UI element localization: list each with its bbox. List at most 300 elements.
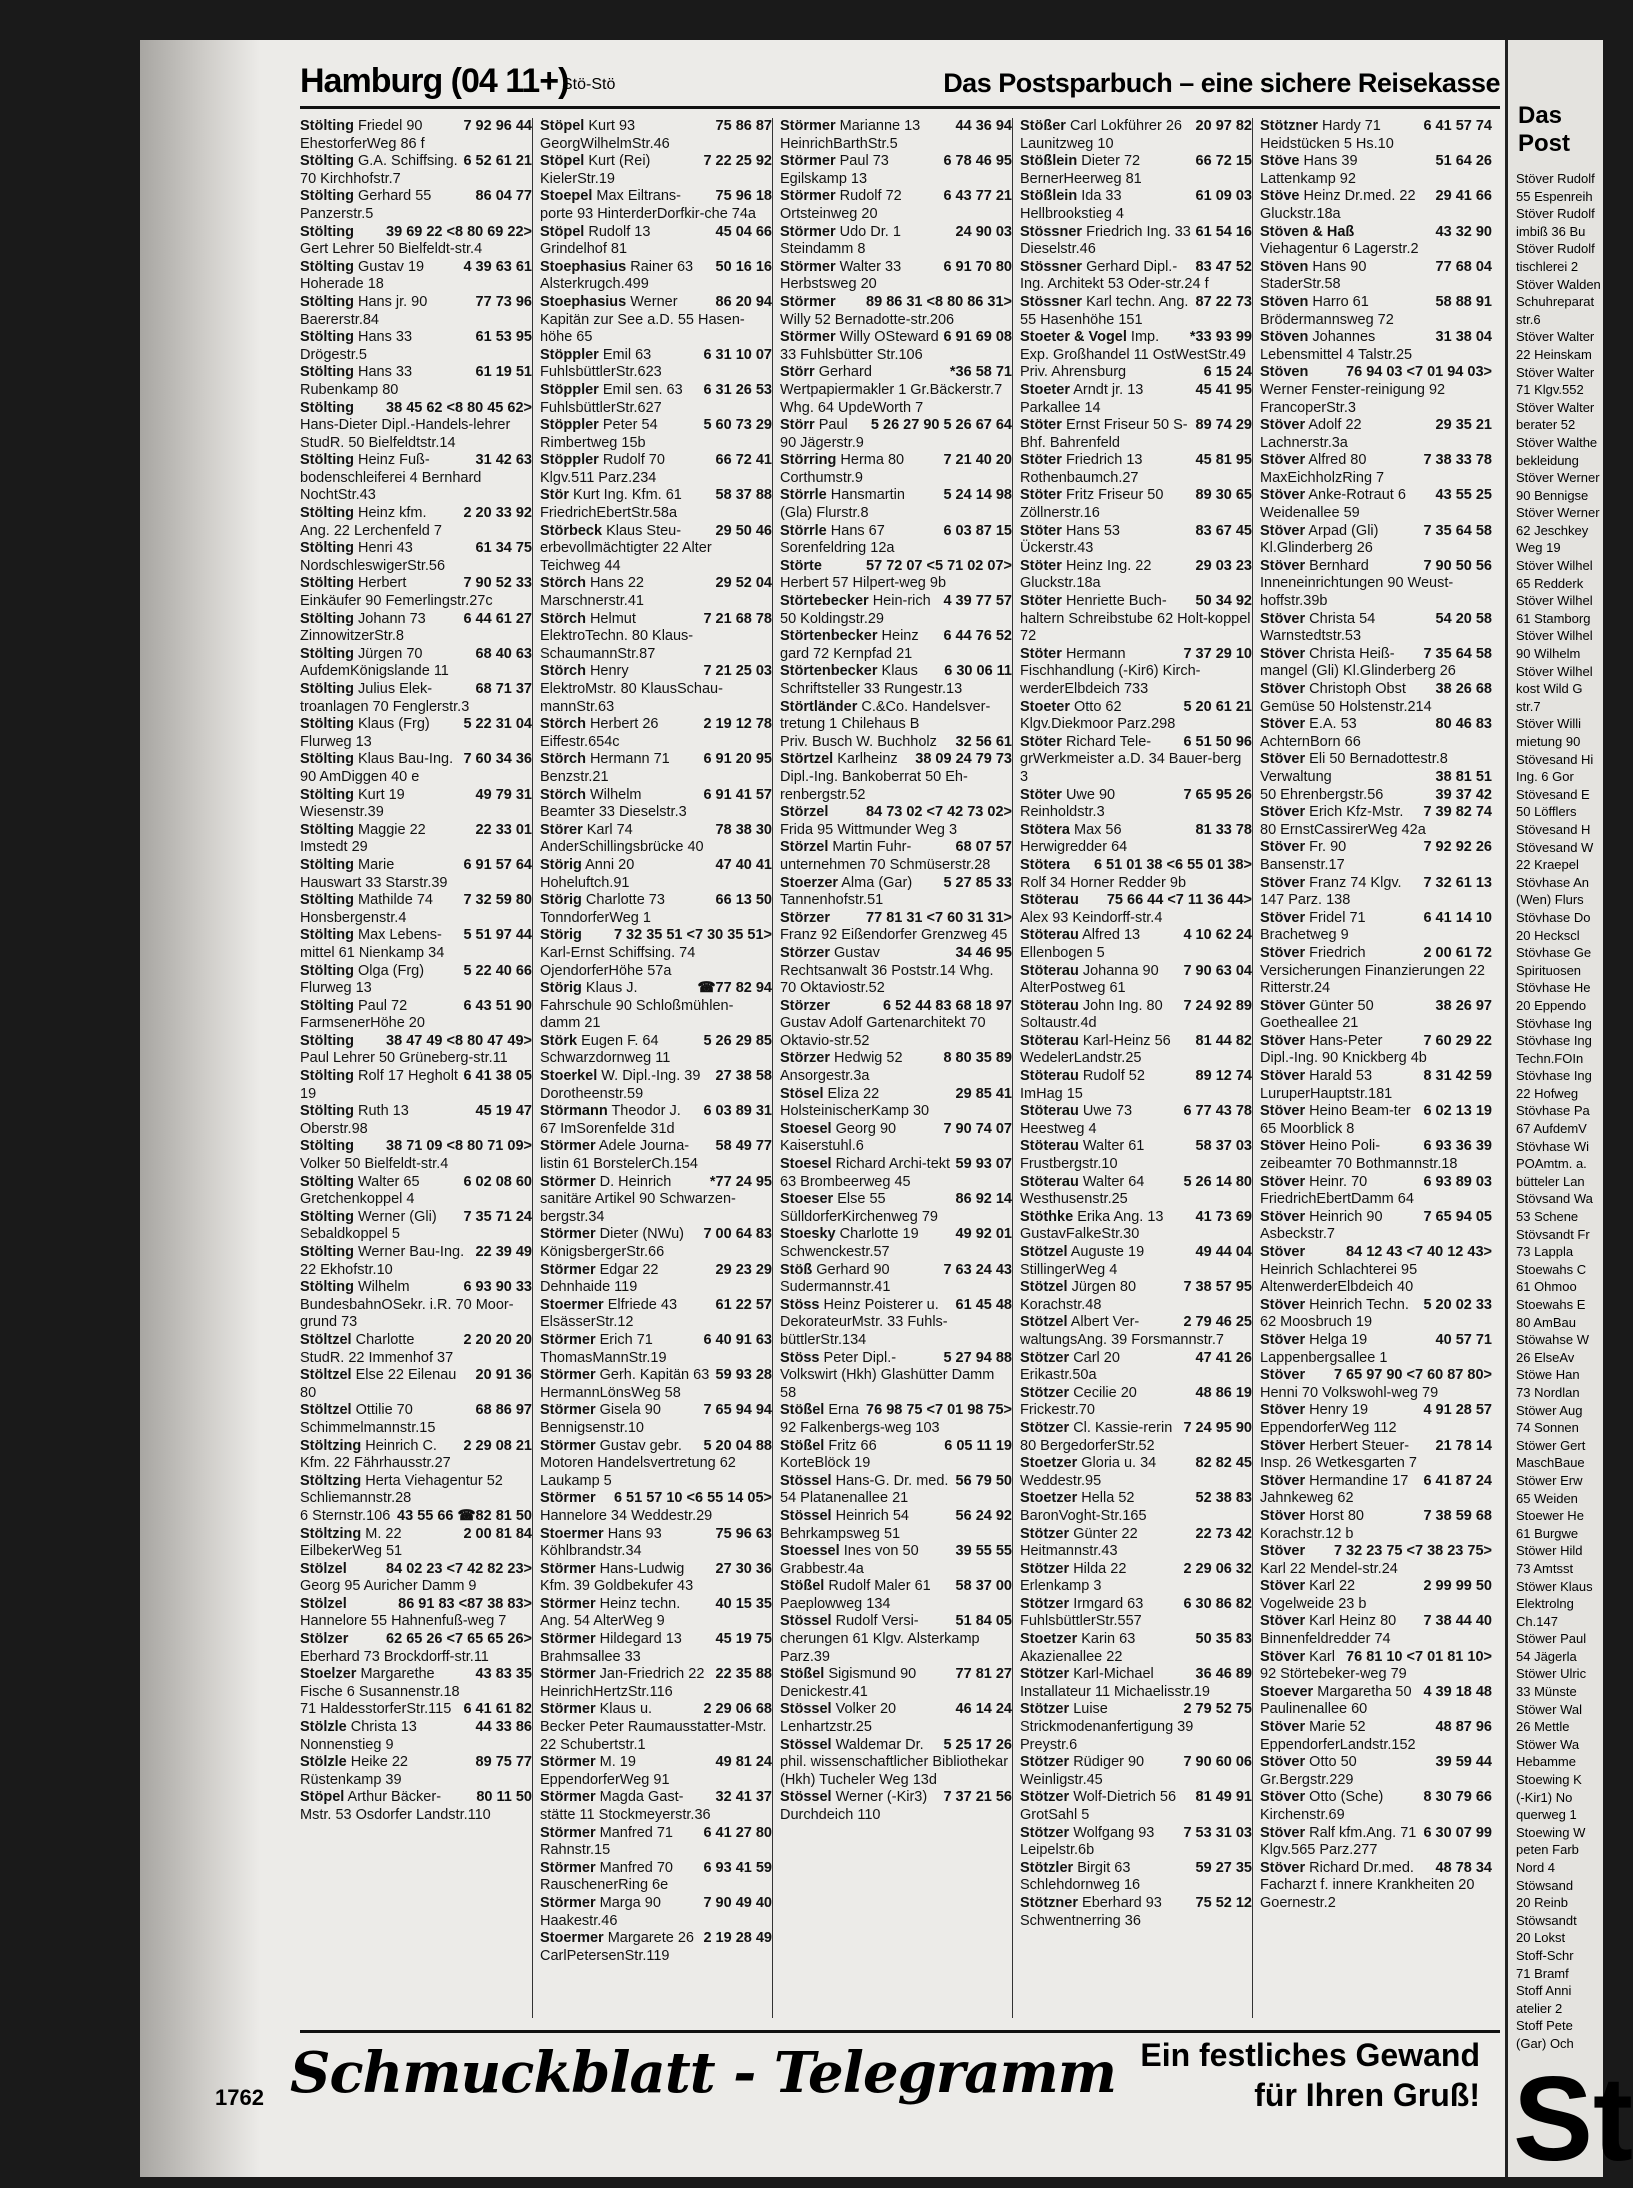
entry-phone: 83 67 45 (1195, 522, 1252, 539)
entry-name: Stötzer (1020, 1525, 1070, 1542)
entry-details: Werner Bau-Ing. 22 Ekhofstr.10 (300, 1244, 465, 1278)
entry-phone: ☎82 81 50 (457, 1507, 532, 1524)
entry-phone: 43 32 90 (1435, 223, 1492, 240)
entry-phone: 21 78 14 (1435, 1437, 1492, 1454)
entry-details: Arndt jr. 13 Parkallee 14 (1020, 381, 1144, 416)
entry-phone: 2 29 06 68 (703, 1701, 772, 1718)
facing-page-entry: Stövesand W (1516, 839, 1594, 855)
entry-name: Stöver (1260, 1824, 1306, 1841)
directory-entry (1020, 1526, 1252, 1561)
directory-entry (780, 1086, 1012, 1121)
entry-name: Stoermer (540, 1296, 604, 1313)
directory-entry (1260, 558, 1492, 611)
entry-details: Christa 54 Warnstedtstr.53 (1260, 610, 1376, 645)
entry-phone: 7 32 59 80 (463, 892, 532, 909)
entry-details: Hans 90 StaderStr.58 (1260, 258, 1367, 293)
entry-name: Stölting (300, 821, 354, 838)
entry-details: Walter 64 Westhusenstr.25 (1020, 1173, 1145, 1208)
directory-entry (540, 857, 772, 892)
directory-entry (1020, 558, 1252, 593)
facing-page-entry: 90 Bennigse (1516, 487, 1589, 503)
entry-phone: 29 50 46 (715, 522, 772, 539)
directory-entry (1020, 1490, 1252, 1525)
entry-name: Stölting (300, 1208, 354, 1225)
facing-page-entry: Stoewing K (1516, 1772, 1582, 1788)
directory-entry (1020, 417, 1252, 452)
entry-details: Emil 63 FuhlsbüttlerStr.623 (540, 346, 662, 381)
entry-name: Störmann (540, 1103, 608, 1120)
entry-details: Fritz Friseur 50 Zöllnerstr.16 (1020, 487, 1164, 522)
directory-entry (300, 153, 532, 188)
facing-page-entry: (Wen) Flurs (1516, 892, 1584, 908)
entry-details: Alfred 80 MaxEichholzRing 7 (1260, 452, 1385, 486)
facing-page-entry: Stöwer Erw (1516, 1472, 1583, 1488)
entry-details: Heinrich C. Kfm. 22 Fährhausstr.27 (300, 1437, 451, 1472)
facing-page-entry: Stövhase He (1516, 980, 1591, 996)
entry-details: Heino Poli-zeibeamter 70 Bothmannstr.18 (1260, 1138, 1458, 1173)
entry-details: Karl 74 AnderSchillingsbrücke 40 (540, 821, 704, 856)
entry-details: Alex 93 Keindorff-str.4 (1020, 909, 1163, 926)
directory-entry (1260, 1578, 1492, 1613)
directory-entry (780, 839, 1012, 874)
directory-entry (300, 1402, 532, 1437)
entry-name: Stöterau (1020, 1138, 1079, 1155)
entry-name: Stölting (300, 610, 354, 627)
entry-phone: 86 91 83 <87 38 83> (398, 1595, 532, 1612)
entry-phone: 76 98 75 <7 01 98 75> (866, 1402, 1012, 1419)
directory-entry (780, 1262, 1012, 1297)
directory-entry (300, 1209, 532, 1244)
entry-details: Paul 72 FarmsenerHöhe 20 (300, 997, 425, 1032)
entry-details: 50 Ehrenbergstr.56 (1260, 786, 1384, 803)
entry-details: Theodor J. 67 ImSorenfelde 31d (540, 1103, 681, 1137)
entry-name: Stöver (1260, 1859, 1306, 1876)
directory-entry (780, 188, 1012, 223)
entry-details: Alfred 13 Ellenbogen 5 (1020, 927, 1141, 961)
entry-name: Störig (540, 856, 582, 873)
entry-name: Stoetzer (1020, 1455, 1078, 1472)
directory-entry (300, 1596, 532, 1631)
entry-phone: 20 91 36 (475, 1367, 532, 1384)
directory-entry (1260, 1860, 1492, 1913)
entry-name: Stöppler (540, 381, 599, 398)
facing-page-entry: Stövhase Ing (1516, 1068, 1592, 1084)
entry-details: Karl-Ernst Schiffsing. 74 OjendorferHöhe 57a (540, 944, 696, 979)
facing-page-list (1516, 170, 1601, 2053)
entry-name: Stöver (1260, 1437, 1306, 1454)
entry-name: Stöver (1260, 1754, 1306, 1771)
directory-entry (1020, 1244, 1252, 1279)
entry-details: Marie Hauswart 33 Starstr.39 (300, 856, 448, 891)
entry-details: Eugen F. 64 Schwarzdornweg 11 (540, 1032, 671, 1067)
entry-details: Ernst Friseur 50 S-Bhf. Bahrenfeld (1020, 417, 1188, 451)
entry-name: Stöver (1260, 1789, 1306, 1806)
entry-details: Wilhelm BundesbahnOSekr. i.R. 70 Moor-grund 73 (300, 1279, 514, 1331)
entry-name: Störbeck (540, 522, 603, 539)
entry-details: Herbert 26 Eiffestr.654c (540, 716, 659, 750)
entry-phone: 2 19 28 49 (703, 1930, 772, 1947)
directory-column-4 (1020, 118, 1253, 2018)
entry-details: Erika Ang. 13 GustavFalkeStr.30 (1020, 1208, 1164, 1243)
entry-name: Stöss (780, 1349, 820, 1366)
book-spine (140, 40, 260, 2177)
entry-details: Erich Kfz-Mstr. 80 ErnstCassirerWeg 42a (1260, 804, 1426, 838)
entry-details: Auguste 19 StillingerWeg 4 (1020, 1244, 1145, 1278)
entry-phone: 7 39 82 74 (1423, 804, 1492, 821)
entry-phone: 57 72 07 <5 71 02 07> (866, 557, 1012, 574)
facing-page-entry: berater 52 (1516, 417, 1576, 433)
entry-details: M. 19 EppendorferWeg 91 (540, 1754, 670, 1788)
entry-details: Bernhard Inneneinrichtungen 90 Weust-hoffstr.39b (1260, 557, 1454, 610)
entry-details: Jürgen 70 AufdemKönigslande 11 (300, 645, 449, 680)
facing-page-entry: Stöver Werner (1516, 470, 1600, 486)
entry-name: Stößlein (1020, 153, 1078, 170)
entry-phone: 2 29 06 32 (1183, 1560, 1252, 1577)
entry-name: Stoever (1260, 1683, 1314, 1700)
entry-phone: 6 93 90 33 (463, 1279, 532, 1296)
directory-entry (540, 1701, 772, 1754)
entry-phone: 7 24 92 89 (1183, 997, 1252, 1014)
entry-phone: 7 90 50 56 (1423, 557, 1492, 574)
entry-details: Otto 50 Gr.Bergstr.229 (1260, 1754, 1357, 1788)
entry-phone: 82 82 45 (1195, 1455, 1252, 1472)
entry-name: Stössel (780, 1701, 832, 1718)
entry-phone: 61 34 75 (475, 540, 532, 557)
entry-details: Sigismund 90 Denickestr.41 (780, 1666, 917, 1700)
entry-details: Hans-G. Dr. med. 54 Platanenallee 21 (780, 1472, 949, 1507)
page-number: 1762 (215, 2085, 264, 2110)
entry-details: Heinrich Techn. 62 Moosbruch 19 (1260, 1296, 1409, 1331)
entry-name: Stöver (1260, 610, 1306, 627)
facing-page-entry: Ing. 6 Gor (1516, 769, 1574, 785)
facing-page-entry: 67 AufdemV (1516, 1121, 1587, 1137)
entry-details: Volker 20 Lenhartzstr.25 (780, 1701, 897, 1736)
directory-entry (300, 1666, 532, 1701)
entry-name: Stöver (1260, 1613, 1306, 1630)
entry-phone: 38 26 97 (1435, 997, 1492, 1014)
entry-details: Heike 22 Rüstenkamp 39 (300, 1754, 408, 1788)
entry-details: Otto 62 Klgv.Diekmoor Parz.298 (1020, 698, 1176, 733)
directory-entry (780, 804, 1012, 839)
entry-phone: 41 73 69 (1195, 1208, 1252, 1225)
directory-entry (540, 153, 772, 188)
entry-phone: *33 93 99 (1189, 329, 1252, 346)
directory-entry (540, 1033, 772, 1068)
entry-phone: 49 44 04 (1195, 1244, 1252, 1260)
facing-page-entry: Stöver Werner (1516, 505, 1600, 521)
entry-phone: 6 41 57 74 (1423, 118, 1492, 134)
directory-entry (1260, 1402, 1492, 1437)
entry-phone: 7 32 23 75 <7 38 23 75> (1333, 1543, 1492, 1560)
directory-entry (1020, 1596, 1252, 1631)
entry-details: Waldemar Dr. phil. wissenschaftlicher Bibliothekar (Hkh) Tucheler Weg 13d (780, 1736, 1009, 1788)
directory-entry (1020, 1103, 1252, 1138)
entry-phone: 5 27 85 33 (943, 874, 1012, 891)
facing-page-entry: Stöwahse W (1516, 1332, 1589, 1348)
directory-entry (300, 716, 532, 751)
directory-entry (1260, 1754, 1492, 1789)
entry-details: Erich 71 ThomasMannStr.19 (540, 1331, 667, 1366)
entry-details: Charlotte 73 TonndorferWeg 1 (540, 892, 665, 926)
directory-entry (780, 1050, 1012, 1085)
entry-name: Stölting (300, 153, 354, 170)
entry-name: Stöve (1260, 188, 1300, 205)
entry-phone: 49 79 31 (475, 786, 532, 803)
directory-entry (1260, 1244, 1492, 1297)
entry-details: Rudolf 72 Ortsteinweg 20 (780, 188, 902, 222)
entry-name: Stöven & Haß (1260, 223, 1355, 240)
entry-phone: 5 20 04 88 (703, 1437, 772, 1454)
entry-phone: 22 35 88 (715, 1666, 772, 1683)
directory-entry (1020, 188, 1252, 223)
directory-entry (780, 699, 1012, 734)
entry-details: Herma 80 Corthumstr.9 (780, 452, 905, 486)
entry-name: Stöver (1260, 1648, 1306, 1665)
entry-phone: 39 37 42 (1435, 786, 1492, 803)
entry-details: Hansmartin (Gla) Flurstr.8 (780, 487, 905, 522)
directory-entry (1020, 1701, 1252, 1754)
entry-phone: 6 51 50 96 (1183, 733, 1252, 750)
entry-details: Johann 73 ZinnowitzerStr.8 (300, 610, 426, 645)
directory-entry (780, 224, 1012, 259)
entry-name: Stöven (1260, 364, 1309, 381)
directory-entry (1260, 329, 1492, 364)
directory-entry (540, 611, 772, 664)
directory-entry (1260, 417, 1492, 452)
directory-entry (300, 787, 532, 822)
directory-entry (780, 1666, 1012, 1701)
entry-name: Störtzel (780, 751, 834, 768)
entry-name: Stöver (1260, 1208, 1306, 1225)
entry-details: Karl 92 Störtebeker-weg 79 (1260, 1648, 1407, 1683)
entry-name: Stoermer (540, 1930, 604, 1947)
entry-name: Stöterau (1020, 1103, 1079, 1120)
facing-page-entry: querweg 1 (1516, 1807, 1577, 1823)
entry-details: Klaus (Frg) Flurweg 13 (300, 716, 430, 750)
directory-entry (540, 1262, 772, 1297)
directory-entry (300, 540, 532, 575)
entry-details: Arpad (Gli) Kl.Glinderberg 26 (1260, 522, 1379, 557)
entry-details: Hans-Peter Dipl.-Ing. 90 Knickberg 4b (1260, 1032, 1427, 1067)
entry-phone: 6 91 70 80 (943, 258, 1012, 275)
entry-details: Hans 93 Köhlbrandstr.34 (540, 1525, 662, 1560)
entry-details: Horst 80 Korachstr.12 b (1260, 1507, 1364, 1542)
entry-phone: 56 79 50 (955, 1472, 1012, 1489)
directory-entry (540, 1174, 772, 1227)
directory-entry (1020, 118, 1252, 153)
entry-name: Stöver (1260, 487, 1306, 504)
entry-name: Störmer (780, 329, 836, 346)
directory-entry (780, 1737, 1012, 1790)
entry-name: Stössel (780, 1736, 832, 1753)
entry-name: Störte (780, 557, 822, 574)
entry-phone: 61 53 95 (475, 329, 532, 346)
directory-entry (780, 1508, 1012, 1543)
directory-entry (1260, 1068, 1492, 1103)
directory-entry (540, 294, 772, 347)
entry-details: Herbert 57 Hilpert-weg 9b (780, 575, 947, 592)
directory-entry (780, 1191, 1012, 1226)
entry-phone: 45 81 95 (1195, 452, 1252, 469)
directory-entry (780, 487, 1012, 522)
entry-phone: 8 80 35 89 (943, 1050, 1012, 1067)
directory-entry (1020, 364, 1252, 382)
directory-entry (300, 1138, 532, 1173)
directory-entry (1020, 646, 1252, 699)
entry-name: Störmer (540, 1226, 596, 1243)
entry-name: Stöterau (1020, 892, 1079, 909)
entry-name: Stötzer (1020, 1701, 1070, 1718)
entry-details: Emil sen. 63 FuhlsbüttlerStr.627 (540, 381, 683, 416)
entry-phone: 7 24 95 90 (1183, 1419, 1252, 1436)
directory-entry (540, 1226, 772, 1261)
entry-phone: 6 43 77 21 (943, 188, 1012, 205)
entry-details: Eberhard 73 Brockdorff-str.11 (300, 1648, 489, 1665)
directory-entry (540, 892, 772, 927)
entry-phone: 6 02 08 60 (463, 1173, 532, 1190)
entry-phone: 31 38 04 (1435, 329, 1492, 346)
entry-phone: 36 46 89 (1195, 1666, 1252, 1683)
entry-details: Heino Beam-ter 65 Moorblick 8 (1260, 1103, 1411, 1137)
facing-page-entry: mietung 90 (1516, 734, 1581, 749)
entry-details: Mathilde 74 Honsbergenstr.4 (300, 892, 433, 926)
entry-phone: 39 59 44 (1435, 1754, 1492, 1771)
directory-entry (300, 611, 532, 646)
directory-entry (300, 259, 532, 294)
entry-details: Heinz kfm. Ang. 22 Lerchenfeld 7 (300, 505, 442, 539)
directory-entry (300, 1068, 532, 1103)
directory-entry (1260, 716, 1492, 751)
facing-page-entry: atelier 2 (1516, 2000, 1563, 2016)
entry-phone: 5 27 94 88 (943, 1349, 1012, 1366)
entry-details: Rudolf 13 Grindelhof 81 (540, 223, 651, 258)
facing-page-entry: 54 Jägerla (1516, 1648, 1577, 1664)
entry-details: Klaus J. Fahrschule 90 Schloßmühlen-damm 21 (540, 980, 734, 1032)
facing-page-entry: Stoewer He (1516, 1508, 1584, 1524)
entry-name: Stölting (300, 786, 354, 803)
entry-name: Störtenbecker (780, 663, 878, 680)
ad-festive-line-1: Ein festliches Gewand (1140, 2037, 1480, 2073)
directory-entry (540, 188, 772, 223)
entry-details: Cl. Kassie-rerin 80 BergedorferStr.52 (1020, 1419, 1173, 1454)
entry-details: Adolf 22 Lachnerstr.3a (1260, 417, 1362, 451)
entry-details: Uwe 90 Reinholdstr.3 (1020, 786, 1116, 821)
entry-phone: 75 52 12 (1195, 1894, 1252, 1911)
entry-details: Hella 52 BaronVoght-Str.165 (1020, 1490, 1147, 1524)
facing-page-entry: Stövhase Ing (1516, 1015, 1592, 1031)
entry-details: Willy 52 Bernadotte-str.206 (780, 311, 955, 328)
entry-name: Stoeser (780, 1191, 834, 1208)
facing-page-entry: (Gar) Och (1516, 2035, 1574, 2051)
facing-page-entry: Stövesand Hi (1516, 751, 1594, 767)
entry-phone: 29 52 04 (715, 575, 772, 592)
entry-phone: 6 51 01 38 <6 55 01 38> (1093, 856, 1252, 873)
entry-phone: 6 91 20 95 (703, 751, 772, 768)
facing-page-ad-letters: St (1513, 2052, 1633, 2186)
entry-phone: 5 20 61 21 (1183, 698, 1252, 715)
entry-details: Maggie 22 Imstedt 29 (300, 821, 426, 856)
entry-details: Olga (Frg) Flurweg 13 (300, 962, 425, 997)
entry-phone: 39 69 22 <8 80 69 22> (386, 223, 532, 240)
directory-entry (540, 1438, 772, 1491)
entry-details: Rolf 17 Hegholt 19 (300, 1068, 458, 1102)
entry-details: Kurt (Rei) KielerStr.19 (540, 153, 651, 187)
entry-name: Stöver (1260, 1296, 1306, 1313)
entry-name: Störring (780, 452, 837, 469)
entry-name: Stölting (300, 258, 354, 275)
facing-page-entry: Stövhase Ge (1516, 945, 1592, 961)
entry-details: Friedrich Ing. 33 Dieselstr.46 (1020, 223, 1191, 258)
directory-entry (1260, 1719, 1492, 1754)
facing-page-entry: Stöver Rudolf (1516, 171, 1595, 186)
facing-page-entry: Stoewahs E (1516, 1297, 1586, 1312)
entry-details: Rolf 34 Horner Redder 9b (1020, 874, 1187, 891)
entry-name: Stöpel (540, 223, 585, 240)
facing-page-entry: 65 Redderk (1516, 575, 1584, 591)
entry-name: Stölting (300, 1068, 354, 1085)
entry-details: Paul Lehrer 50 Grüneberg-str.11 (300, 1050, 508, 1067)
directory-entry (780, 294, 1012, 329)
entry-name: Störch (540, 751, 586, 768)
facing-page-entry: tischlerei 2 (1516, 258, 1579, 274)
directory-entry (1260, 1473, 1492, 1508)
facing-page-entry: kost Wild G (1516, 681, 1583, 697)
entry-name: Stölting (300, 540, 354, 557)
facing-page-entry: Stöver Willi (1516, 716, 1582, 732)
directory-entry (780, 1701, 1012, 1736)
facing-page-entry: bütteler Lan (1516, 1173, 1585, 1189)
entry-name: Stölting (300, 856, 354, 873)
entry-name: Stölting (300, 1138, 354, 1155)
entry-phone: 75 96 18 (715, 188, 772, 205)
entry-details: Birgit 63 Schlehdornweg 16 (1020, 1859, 1141, 1894)
directory-entry (1260, 945, 1492, 998)
entry-details: Hannelore 34 Weddestr.29 (540, 1507, 713, 1524)
entry-name: Störmer (540, 1437, 596, 1454)
entry-name: Stötzer (1020, 1349, 1070, 1366)
entry-phone: 44 36 94 (955, 118, 1012, 134)
entry-details: Herbert Steuer-Insp. 26 Wetkesgarten 7 (1260, 1437, 1417, 1472)
entry-name: Stölting (300, 293, 354, 310)
directory-entry (780, 1578, 1012, 1613)
facing-page-entry: 71 Bramf (1516, 1965, 1569, 1981)
directory-entry (300, 1631, 532, 1666)
entry-details: Heinz gard 72 Kernpfad 21 (780, 628, 919, 662)
entry-phone: 66 13 50 (715, 892, 772, 909)
entry-name: Stölzel (300, 1560, 347, 1577)
entry-details: Irmgard 63 FuhlsbüttlerStr.557 (1020, 1595, 1144, 1630)
entry-name: Stölting (300, 1279, 354, 1296)
entry-name: Stötzer (1020, 1666, 1070, 1683)
entry-name: Stölting (300, 399, 354, 416)
entry-details: Hardy 71 Heidstücken 5 Hs.10 (1260, 118, 1394, 152)
entry-details: Hans 67 Sorenfeldring 12a (780, 522, 895, 557)
entry-name: Stötzel (1020, 1244, 1068, 1260)
entry-phone: 61 54 16 (1195, 223, 1252, 240)
entry-details: Karl 22 Mendel-str.24 (1260, 1560, 1398, 1577)
entry-phone: 38 26 68 (1435, 681, 1492, 697)
entry-phone: 7 22 25 92 (703, 153, 772, 170)
directory-entry (1020, 1561, 1252, 1596)
entry-name: Stoelzer (300, 1666, 357, 1683)
entry-phone: 7 90 52 33 (463, 575, 532, 592)
directory-entry (1020, 1789, 1252, 1824)
entry-name: Stölting (300, 1244, 354, 1260)
entry-phone: 6 51 57 10 <6 55 14 05> (613, 1490, 772, 1507)
entry-details: Karlheinz Dipl.-Ing. Bankoberrat 50 Eh-renbergstr.52 (780, 751, 968, 803)
facing-page-entry: Stöwer Klaus (1516, 1578, 1593, 1594)
facing-page-header: Das Post (1518, 102, 1571, 157)
